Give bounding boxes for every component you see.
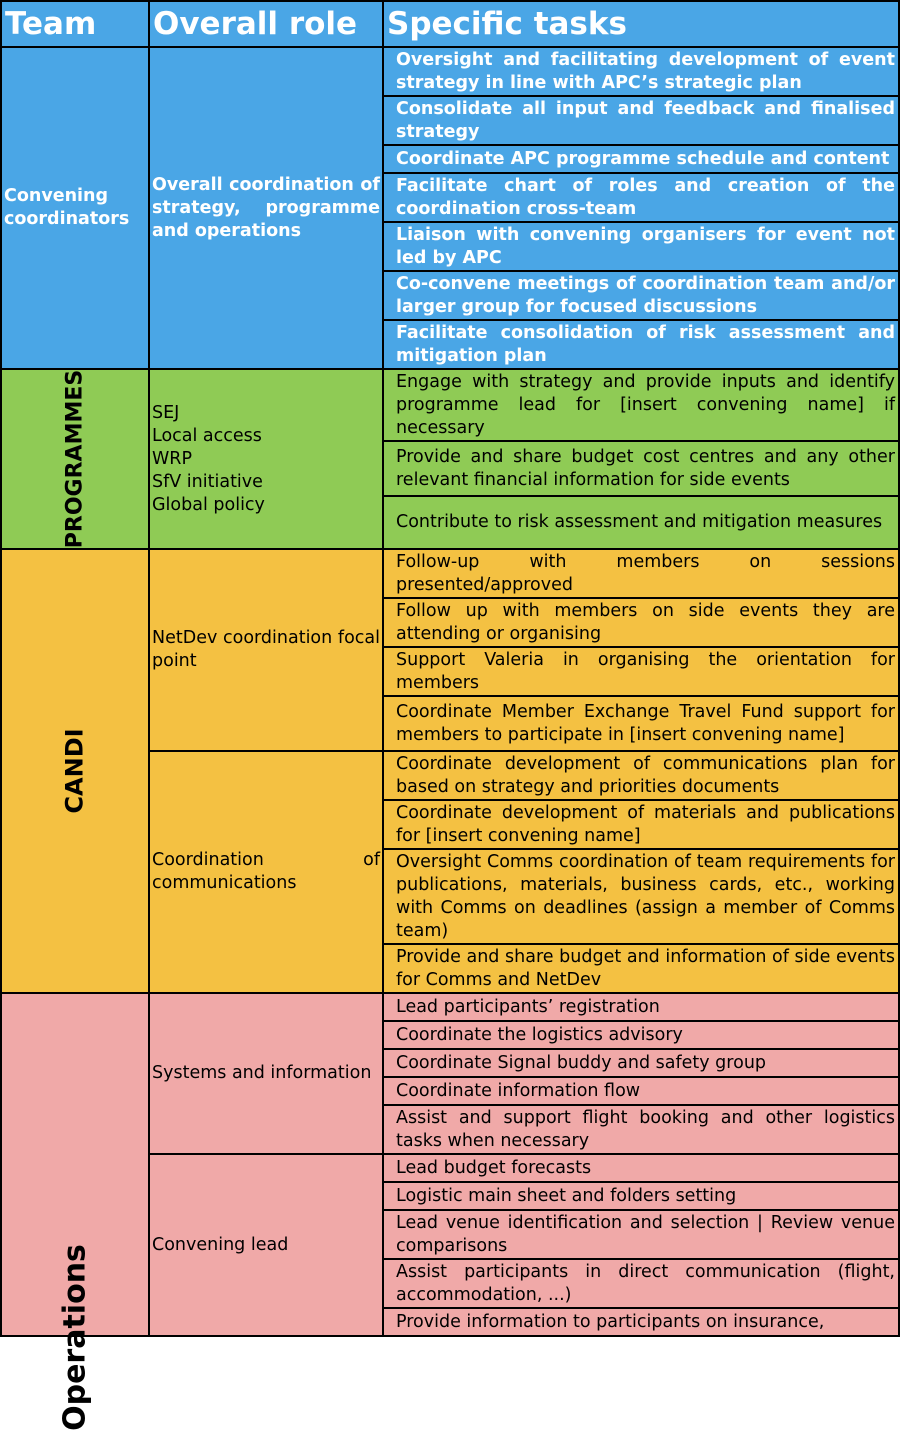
task-cell: Oversight Comms coordination of team requirements for publications, materials, business cards, etc., working with Comms on deadlines (assign a member of Comms team) [383,849,899,944]
header-team: Team [1,1,149,47]
header-specific-tasks: Specific tasks [383,1,899,47]
task-cell: Coordinate Member Exchange Travel Fund support for members to participate in [insert convening name] [383,696,899,751]
task-cell: Coordinate development of communications plan for based on strategy and priorities documents [383,751,899,800]
role-programmes-list [149,369,383,549]
programme-item: SfV initiative [152,471,263,492]
programme-item: SEJ [152,402,180,423]
team-operations [1,993,149,1431]
task-cell: Provide information to participants on insurance, [383,1308,899,1336]
task-cell: Consolidate all input and feedback and finalised strategy [383,96,899,145]
task-cell: Lead participants’ registration [383,993,899,1021]
role-coordination-communications: Coordination of communications [149,751,383,993]
task-cell: Coordinate Signal buddy and safety group [383,1049,899,1077]
task-cell: Coordinate APC programme schedule and content [383,145,899,173]
team-operations-label: Operations [57,1244,93,1431]
task-cell: Provide and share budget cost centres and any other relevant financial information for side events [383,441,899,496]
task-cell: Coordinate information flow [383,1077,899,1105]
team-candi [1,549,149,993]
task-cell: Contribute to risk assessment and mitigation measures [383,496,899,549]
team-programmes [1,369,149,549]
task-cell: Co-convene meetings of coordination team and/or larger group for focused discussions [383,271,899,320]
task-cell: Facilitate chart of roles and creation of the coordination cross-team [383,173,899,222]
task-cell: Coordinate development of materials and publications for [insert convening name] [383,800,899,849]
task-cell: Engage with strategy and provide inputs and identify programme lead for [insert convening name] if necessary [383,369,899,441]
task-cell: Logistic main sheet and folders setting [383,1182,899,1210]
role-systems-information: Systems and information [149,993,383,1154]
task-cell: Follow-up with members on sessions presented/approved [383,549,899,598]
team-candi-label: CANDI [60,728,89,814]
task-cell: Lead budget forecasts [383,1154,899,1182]
header-overall-role: Overall role [149,1,383,47]
role-netdev-coordination: NetDev coordination focal point [149,549,383,751]
role-overall-coordination: Overall coordination of strategy, programme and operations [149,47,383,369]
task-cell: Coordinate the logistics advisory [383,1021,899,1049]
task-cell: Facilitate consolidation of risk assessment and mitigation plan [383,320,899,369]
task-cell: Assist participants in direct communication (flight, accommodation, ...) [383,1259,899,1308]
team-programmes-label: PROGRAMMES [62,369,88,549]
role-convening-lead: Convening lead [149,1154,383,1336]
task-cell: Liaison with convening organisers for event not led by APC [383,222,899,271]
task-cell: Follow up with members on side events they are attending or organising [383,598,899,647]
programme-item: Global policy [152,494,265,515]
programme-item: Local access [152,425,262,446]
team-convening-coordinators: Convening coordinators [1,47,149,369]
programme-item: WRP [152,448,193,469]
task-cell: Oversight and facilitating development of event strategy in line with APC’s strategic plan [383,47,899,96]
task-cell: Support Valeria in organising the orientation for members [383,647,899,696]
task-cell: Provide and share budget and information of side events for Comms and NetDev [383,944,899,993]
task-cell: Assist and support flight booking and other logistics tasks when necessary [383,1105,899,1154]
task-cell: Lead venue identification and selection | Review venue comparisons [383,1210,899,1259]
header-row [1,1,899,47]
